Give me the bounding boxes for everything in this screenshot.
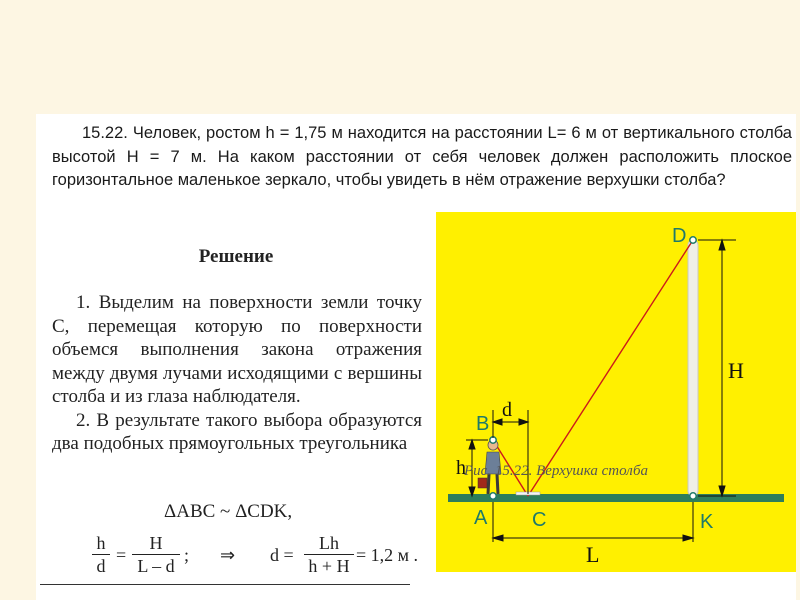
diagram-background: [436, 212, 796, 572]
figure-caption: Рис. 15.22. Верхушка столба: [464, 463, 649, 479]
fraction-h-over-d: $\frac{h}{d}$: [92, 532, 110, 577]
point-K: [690, 493, 696, 499]
problem-text: Человек, ростом h = 1,75 м находится на расстоянии L= 6 м от вертикального столба высотой H = 7 м. На каком расстоянии от себя человек должен расположить плоское горизонтальное маленькое зеркало, чтобы увидеть в нём отражение верхушки столба?: [52, 124, 792, 189]
separator: ;: [184, 545, 190, 565]
page-content: [36, 114, 796, 600]
label-L: L: [586, 542, 600, 567]
solution-step-2: 2. В результате такого выбора образуются два подобных прямоугольных треугольника: [52, 409, 422, 454]
equals-sign: =: [116, 545, 127, 565]
pole: [688, 240, 698, 496]
label-h: h: [456, 457, 466, 479]
solution-formula: [92, 532, 432, 580]
label-d: d: [502, 399, 512, 421]
implies-arrow: ⇒: [220, 545, 236, 565]
solution-title: Решение: [198, 246, 274, 267]
fraction-H-over-L-minus-d: $\frac{H}{L - d}$: [132, 532, 180, 577]
solution-body: [52, 291, 422, 456]
problem-statement: [52, 122, 792, 193]
point-A: [490, 493, 496, 499]
similarity-statement: ΔABC ~ ΔCDK,: [164, 501, 293, 522]
label-C: C: [532, 509, 547, 531]
problem-number: 15.22.: [82, 124, 128, 142]
fraction-Lh-over-h-plus-H: $\frac{Lh}{h + H}$: [304, 532, 354, 577]
formula-result: = 1,2 м .: [356, 545, 419, 565]
label-B: B: [476, 413, 490, 435]
label-K: K: [700, 511, 714, 533]
ground-line: [448, 494, 784, 502]
label-A: A: [474, 507, 488, 529]
label-D: D: [672, 225, 687, 247]
formula-lhs: d =: [270, 545, 294, 565]
label-H: H: [728, 358, 744, 383]
divider: [40, 584, 410, 585]
solution-step-1: 1. Выделим на поверхности земли точку С, перемещая которую по поверхности объемся выполнения закона отражения между двумя лучами исходящими с вершины столба и из глаза наблюдателя.: [52, 292, 422, 407]
mirror-diagram: [436, 212, 796, 572]
point-D: [690, 237, 696, 243]
